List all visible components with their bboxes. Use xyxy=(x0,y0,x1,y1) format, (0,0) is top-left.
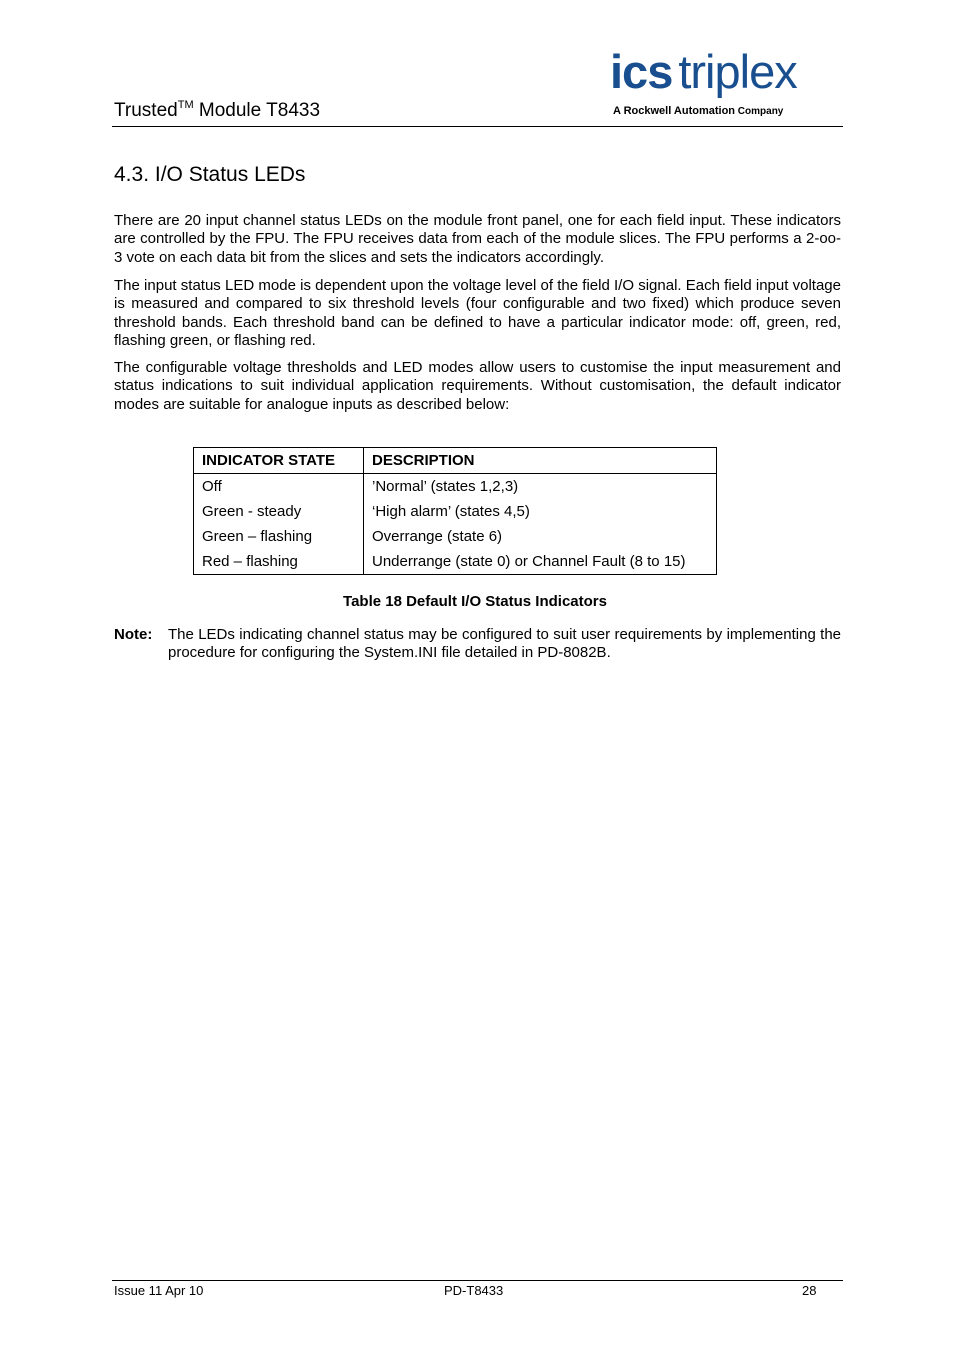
title-module: Module T8433 xyxy=(193,100,321,121)
note-text: The LEDs indicating channel status may be configured to suit user requirements by implementing the procedure for configuring the System.INI file detailed in PD-8082B. xyxy=(168,626,841,662)
title-brand: Trusted xyxy=(114,100,178,121)
trademark-mark: TM xyxy=(177,99,194,111)
paragraph: The configurable voltage thresholds and LED modes allow users to customise the input measurement and status indications to suit individual application requirements. Without customisation, the default indicator modes are suitable for analogue inputs as described below: xyxy=(114,359,841,413)
table-row xyxy=(194,474,717,500)
column-header-indicator-state: INDICATOR STATE xyxy=(194,448,364,474)
description-cell: Overrange (state 6) xyxy=(364,524,717,549)
description-cell: Underrange (state 0) or Channel Fault (8 to 15) xyxy=(364,549,717,575)
paragraph: There are 20 input channel status LEDs on the module front panel, one for each field input. These indicators are controlled by the FPU. The FPU receives data from each of the module slices. The FPU performs a 2-oo-3 vote on each data bit from the slices and sets the indicators accordingly. xyxy=(114,212,841,266)
indicator-state-cell: Red – flashing xyxy=(194,549,364,575)
table-row xyxy=(194,524,717,549)
column-header-description: DESCRIPTION xyxy=(364,448,717,474)
section-heading: 4.3. I/O Status LEDs xyxy=(114,163,306,186)
footer-page-number: 28 xyxy=(802,1283,817,1298)
ics-triplex-logo xyxy=(610,44,844,120)
description-cell: ‘High alarm’ (states 4,5) xyxy=(364,499,717,524)
logo-triplex: triplex xyxy=(678,45,797,98)
logo-ics: ics xyxy=(610,45,673,98)
footer-divider xyxy=(112,1280,843,1281)
logo-tagline xyxy=(613,104,783,119)
logo-tagline-text: A Rockwell Automation xyxy=(613,105,736,117)
header-divider xyxy=(112,126,843,127)
document-title xyxy=(114,100,320,122)
footer-issue: Issue 11 Apr 10 xyxy=(114,1283,204,1298)
table-row xyxy=(194,549,717,575)
paragraph: The input status LED mode is dependent upon the voltage level of the field I/O signal. Each field input voltage is measured and compared to six threshold levels (four configurable and two fixed) which produce seven threshold bands. Each threshold band can be defined to have a particular indicator mode: off, green, red, flashing green, or flashing red. xyxy=(114,277,841,349)
indicator-state-cell: Green – flashing xyxy=(194,524,364,549)
indicator-state-cell: Green - steady xyxy=(194,499,364,524)
indicator-state-cell: Off xyxy=(194,474,364,500)
note-label: Note: xyxy=(114,626,153,643)
logo-company: Company xyxy=(735,106,784,117)
table-header-row xyxy=(194,448,717,474)
logo-wordmark xyxy=(610,44,797,100)
footer-doc-id: PD-T8433 xyxy=(444,1283,504,1298)
table-row xyxy=(194,499,717,524)
description-cell: ’Normal’ (states 1,2,3) xyxy=(364,474,717,500)
table-caption: Table 18 Default I/O Status Indicators xyxy=(343,593,607,610)
indicator-status-table xyxy=(193,447,717,575)
